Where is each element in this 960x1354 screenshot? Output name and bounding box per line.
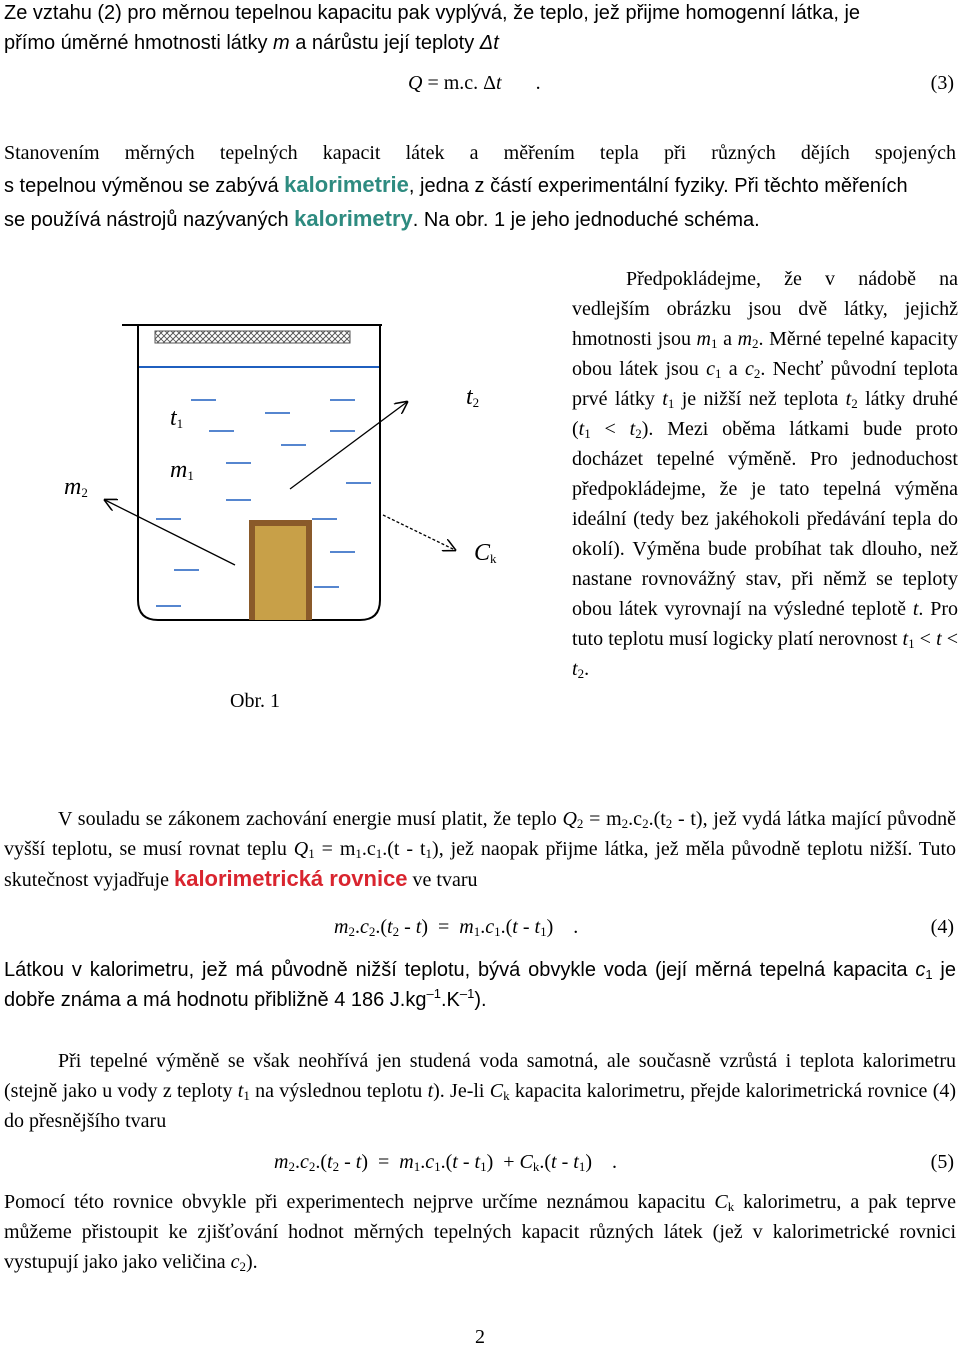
equation-number: (3) (930, 72, 954, 94)
paragraph-water: Látkou v kalorimetru, jež má původně nižší teplotu, bývá obvykle voda (její měrná tepelná kapacita $c_1$ je dobře známa a má hodnotu přibližně 4 186 $J.kg^{-1}.K^{-1}$). (4, 959, 956, 1011)
text-line: s tepelnou výměnou se zabývá kalorimetrie, jedna z částí experimentální fyziky. Při těchto měřeních (4, 172, 908, 197)
calorimeter-figure (50, 300, 550, 720)
paragraph-energy: V souladu se zákonem zachování energie musí platit, že teplo $Q_2 = m_2.c_2.(t_2 - t)$, jež vydá látka mající původně vyšší teplotu, se musí rovnat teplu $Q_1 = m_1.c_1.(t - t_1)$, jež naopak přijme látka, jež měla původně teplotu nižší. Tuto skutečnost vyjadřuje kalorimetrická rovnice ve tvaru (4, 808, 957, 891)
equation-number: (4) (930, 916, 954, 938)
arrow-ck (383, 515, 455, 550)
label-t1: $t_1$ (170, 405, 184, 431)
label-m2: $m_2$ (64, 474, 88, 500)
page-number: 2 (475, 1326, 485, 1348)
equation-5: $m_2.c_2.(t_2 - t) = m_1.c_1.(t - t_1) + C_k.(t - t_1)$ . (274, 1151, 618, 1174)
text-line: Ze vztahu (2) pro měrnou tepelnou kapacitu pak vyplývá, že teplo, jež přijme homogenní látka, je (4, 2, 861, 24)
equation-3: Q = m.c. Δt . (408, 72, 541, 94)
lid-insulation (155, 331, 350, 343)
paragraph-method: Pomocí této rovnice obvykle při experimentech nejprve určíme neznámou kapacitu $C_k$ kalorimetru, a pak teprve můžeme přistoupit ke zjišťování hodnot měrných tepelných kapacit různých látek (jež v kalorimetrické rovnici vystupují jako jako veličina $c_2$). (4, 1191, 956, 1274)
label-t2: $t_2$ (466, 384, 480, 410)
arrow-t2 (290, 402, 407, 489)
label-ck: $C_k$ (474, 540, 497, 566)
term-kalorimetry: kalorimetry (294, 206, 413, 231)
text-line: se používá nástrojů nazývaných kalorimetry. Na obr. 1 je jeho jednoduché schéma. (4, 206, 760, 231)
calorimeter-diagram (50, 300, 550, 720)
term-kalorimetrie: kalorimetrie (284, 172, 409, 197)
label-m1: $m_1$ (170, 457, 194, 483)
text-line: přímo úměrné hmotnosti látky m a nárůstu její teploty Δt (4, 32, 499, 54)
side-paragraph: Předpokládejme, že v nádobě na vedlejším obrázku jsou dvě látky, jejichž hmotnosti jsou $m_1$ a $m_2$. Měrné tepelné kapacity obou látek jsou $c_1$ a $c_2$. Nechť původní teplota prvé látky $t_1$ je nižší než teplota $t_2$ látky druhé $(t_1 < t_2)$. Mezi oběma látkami bude proto docházet tepelné výměně. Pro jednoduchost předpokládejme, že je tato tepelná výměna ideální (tedy bez jakéhokoli předávání tepla do okolí). Výměna bude probíhat tak dlouho, než nastane rovnovážný stav, při němž se teploty obou látek vyrovnají na výsledné teplotě t. Pro tuto teplotu musí logicky platí nerovnost $t_1 < t < t_2$. (572, 268, 959, 681)
paragraph-calorimeter: Při tepelné výměně se však neohřívá jen studená voda samotná, ale současně vzrůstá i teplota kalorimetru (stejně jako u vody z teploty $t_1$ na výslednou teplotu t). Je-li $C_k$ kapacita kalorimetru, přejde kalorimetrická rovnice (4) do přesnějšího tvaru (4, 1050, 957, 1132)
text-line: Stanovením měrných tepelných kapacit látek a měřením tepla při různých dějích spojených (4, 142, 956, 164)
solid-body (255, 526, 306, 620)
equation-number: (5) (930, 1151, 954, 1173)
figure-caption: Obr. 1 (230, 690, 280, 712)
term-calorimetric-equation: kalorimetrická rovnice (173, 866, 408, 891)
equation-4: $m_2.c_2.(t_2 - t) = m_1.c_1.(t - t_1)$ . (334, 916, 579, 939)
arrow-m2 (105, 500, 235, 565)
